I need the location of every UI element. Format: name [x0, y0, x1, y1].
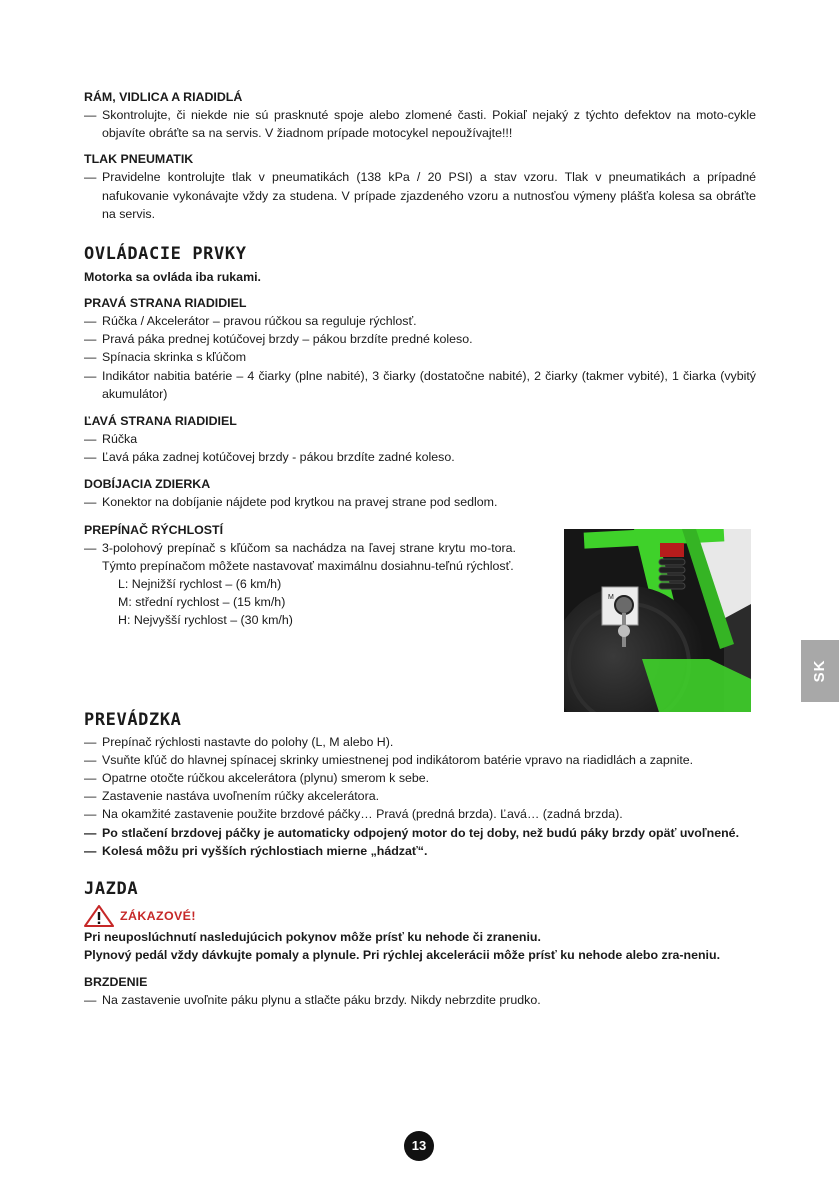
list-item: — Rúčka / Akcelerátor – pravou rúčkou sa reguluje rýchlosť.: [84, 312, 756, 330]
switch-position-letter: M: [608, 594, 614, 601]
speed-heading: PREPÍNAČ RÝCHLOSTÍ: [84, 522, 224, 537]
list-item: — Indikátor nabitia batérie – 4 čiarky (plne nabité), 3 čiarky (dostatočne nabité), 2 čiarky (takmer vybité), 1 čiarka (vybitý akumulátor): [84, 367, 756, 403]
list-item: — Spínacia skrinka s kľúčom: [84, 348, 756, 366]
list-item: — Zastavenie nastáva uvoľnením rúčky akcelerátora.: [84, 787, 756, 805]
speed-switch-section: [84, 521, 516, 630]
left-side-list: [84, 430, 756, 466]
warning-icon: [84, 905, 114, 927]
list-item: — Opatrne otočte rúčkou akcelerátora (plynu) smerom k sebe.: [84, 769, 756, 787]
braking-list: [84, 991, 756, 1009]
list-item: — Skontrolujte, či niekde nie sú prasknuté spoje alebo zlomené časti. Pokiaľ nejaký z týchto defektov na moto-cykle objavíte obráťte sa na servis. V žiadnom prípade motocykel nepoužívajte!!!: [84, 106, 756, 142]
list-item: — Na zastavenie uvoľnite páku plynu a stlačte páku brzdy. Nikdy nebrzdite prudko.: [84, 991, 756, 1009]
riding-title: JAZDA: [84, 879, 139, 900]
controls-title: OVLÁDACIE PRVKY: [84, 244, 247, 265]
operation-list: [84, 733, 756, 860]
list-item: — Konektor na dobíjanie nájdete pod krytkou na pravej strane pod sedlom.: [84, 493, 756, 511]
list-item: — Prepínač rýchlosti nastavte do polohy (L, M alebo H).: [84, 733, 756, 751]
charging-list: [84, 493, 756, 511]
tires-list: [84, 168, 756, 223]
list-item: — Ľavá páka zadnej kotúčovej brzdy - pákou brzdíte zadné koleso.: [84, 448, 756, 466]
tires-heading: TLAK PNEUMATIK: [84, 152, 194, 167]
right-side-list: [84, 312, 756, 403]
speed-level-high: H: Nejvyšší rychlost – (30 km/h): [118, 613, 293, 628]
speed-list: [84, 539, 516, 575]
left-side-heading: ĽAVÁ STRANA RIADIDIEL: [84, 414, 237, 429]
list-item: — Pravá páka prednej kotúčovej brzdy – pákou brzdíte predné koleso.: [84, 330, 756, 348]
list-item: — 3-polohový prepínač s kľúčom sa nachádza na ľavej strane krytu mo-tora. Týmto prepínačom môžete nastavovať maximálnu dosiahnu-teľnú rýchlosť.: [84, 539, 516, 575]
right-side-heading: PRAVÁ STRANA RIADIDIEL: [84, 296, 247, 311]
list-item: — Vsuňte kľúč do hlavnej spínacej skrinky umiestnenej pod indikátorom batérie vpravo na riadidlách a zapnite.: [84, 751, 756, 769]
controls-intro: Motorka sa ovláda iba rukami.: [84, 270, 261, 285]
page-number: 13: [404, 1131, 434, 1161]
charging-heading: DOBÍJACIA ZDIERKA: [84, 477, 211, 492]
speed-level-low: L: Nejnižší rychlost – (6 km/h): [118, 577, 282, 592]
list-item: — Pravidelne kontrolujte tlak v pneumatikách (138 kPa / 20 PSI) a stav vzoru. Tlak v pneumatikách a prípadné nafukovanie vykonávajte vždy za studena. V prípade zjazdeného vzoru a nutnosťou výmeny plášťa kolesa sa obráťte na servis.: [84, 168, 756, 223]
list-item: — Po stlačení brzdovej páčky je automaticky odpojený motor do tej doby, než budú páky brzdy opäť uvoľnené.: [84, 824, 756, 842]
language-tab: [801, 640, 839, 702]
warning-header: [84, 905, 756, 927]
list-item: — Kolesá môžu pri vyšších rýchlostiach mierne „hádzať“.: [84, 842, 756, 860]
warning-label: ZÁKAZOVÉ!: [120, 908, 196, 923]
speed-switch-photo: [564, 529, 751, 712]
frame-heading: RÁM, VIDLICA A RIADIDLÁ: [84, 90, 243, 104]
operation-title: PREVÁDZKA: [84, 709, 182, 730]
language-tab-label: SK: [810, 659, 828, 683]
braking-heading: BRZDENIE: [84, 975, 148, 990]
warning-line: Plynový pedál vždy dávkujte pomaly a plynule. Pri rýchlej akcelerácii môže prísť ku nehode alebo zra-neniu.: [84, 948, 721, 963]
speed-level-medium: M: střední rychlost – (15 km/h): [118, 595, 286, 610]
list-item: — Rúčka: [84, 430, 756, 448]
list-item: — Na okamžité zastavenie použite brzdové páčky… Pravá (predná brzda). Ľavá… (zadná brzda).: [84, 805, 756, 823]
warning-line: Pri neuposlúchnutí nasledujúcich pokynov môže prísť ku nehode či zraneniu.: [84, 930, 541, 945]
frame-list: [84, 106, 756, 142]
